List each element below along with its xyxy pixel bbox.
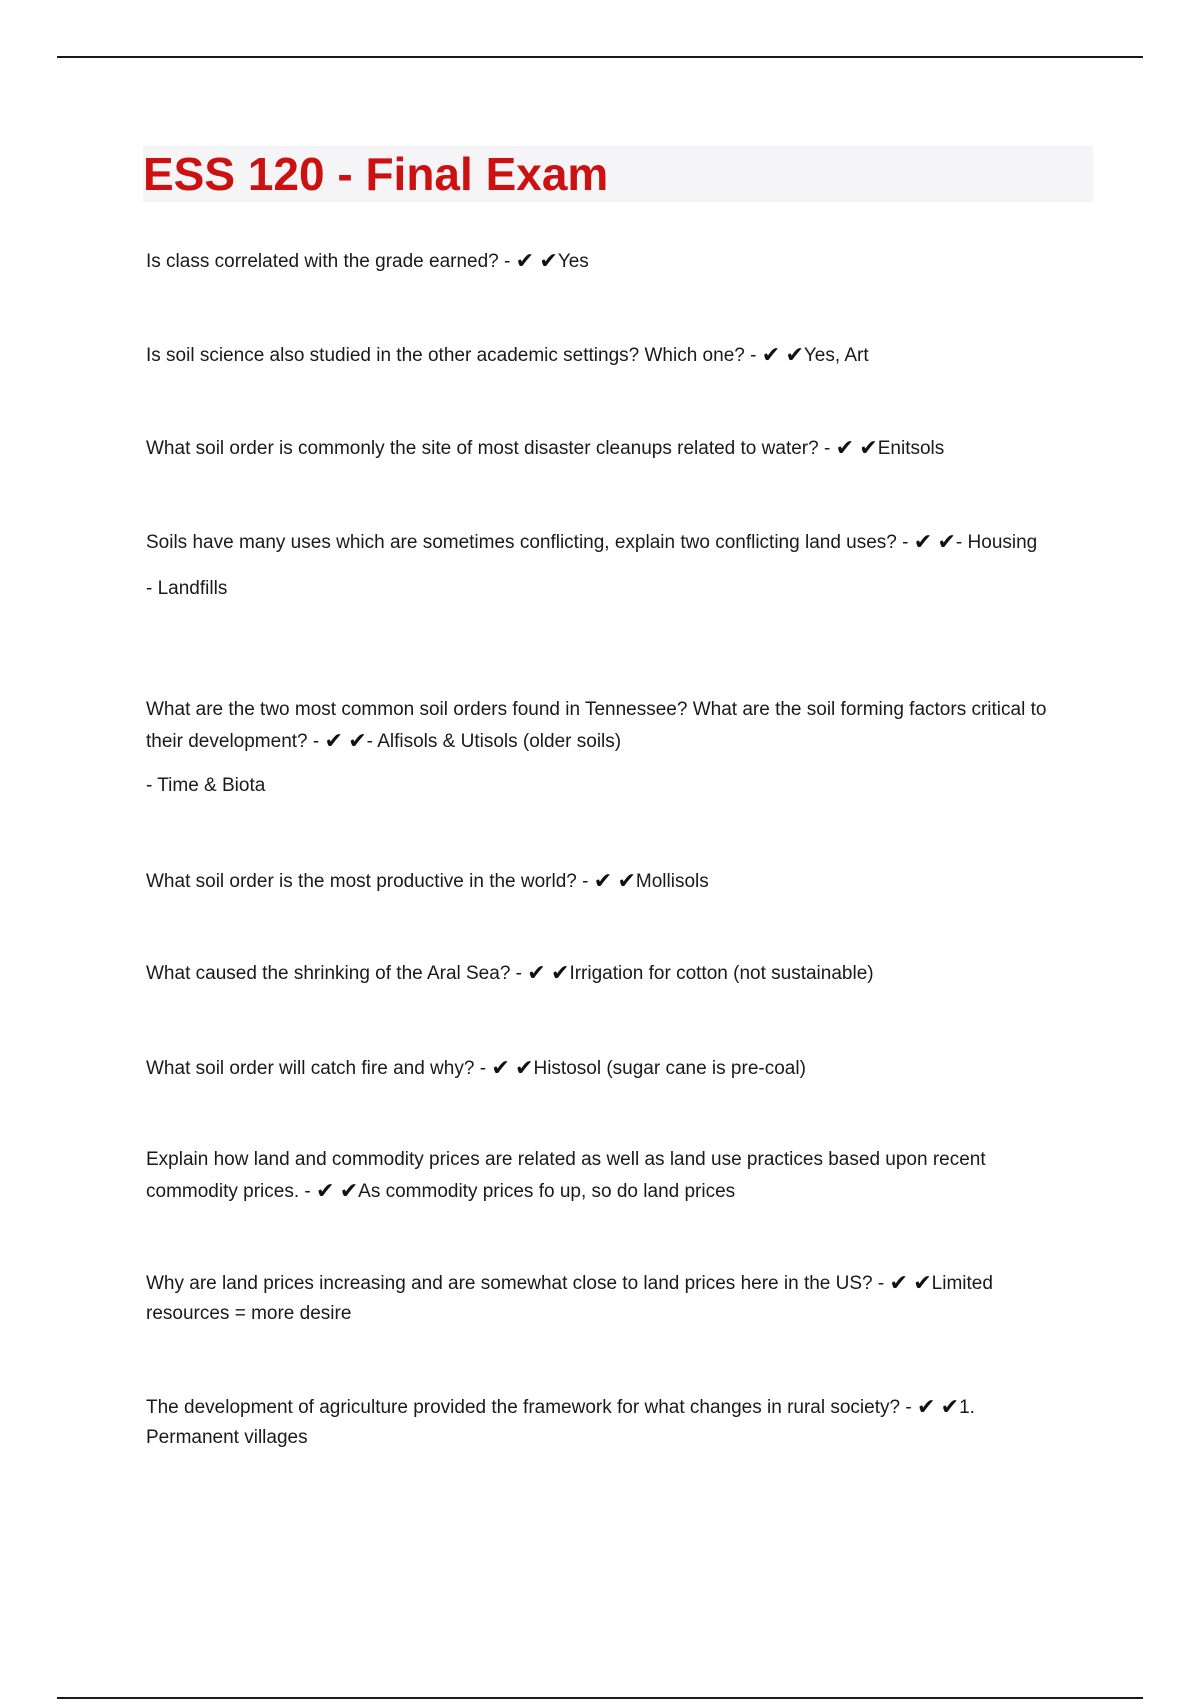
qa-text bbox=[146, 1053, 1066, 1085]
check-icon: ✔ bbox=[859, 436, 878, 461]
answer-text: Mollisols bbox=[635, 871, 709, 892]
qa-text bbox=[146, 433, 1066, 465]
check-icon: ✔ bbox=[339, 1179, 359, 1204]
answer-text: Yes, Art bbox=[803, 345, 869, 366]
check-icon: ✔ bbox=[889, 1271, 908, 1296]
qa-item bbox=[146, 866, 1066, 898]
separator: - bbox=[900, 1397, 917, 1418]
qa-item bbox=[146, 694, 1066, 802]
check-icon: ✔ bbox=[539, 249, 558, 274]
answer-text: - Alfisols & Utisols (older soils) bbox=[366, 731, 622, 752]
qa-text bbox=[146, 958, 1066, 990]
question-text: The development of agriculture provided the framework for what changes in rural society? bbox=[146, 1397, 901, 1418]
qa-item bbox=[146, 433, 1066, 465]
check-icon: ✔ bbox=[593, 869, 613, 894]
question-text: What caused the shrinking of the Aral Sea? bbox=[146, 963, 511, 984]
qa-item bbox=[146, 528, 1066, 603]
check-icon: ✔ bbox=[937, 530, 956, 555]
answer-text: Enitsols bbox=[877, 438, 945, 459]
check-icon: ✔ bbox=[916, 1395, 936, 1420]
separator: - bbox=[896, 532, 914, 553]
question-text: Is soil science also studied in the other academic settings? Which one? bbox=[146, 345, 745, 366]
question-text: What are the two most common soil orders found in Tennessee? What are the soil forming factors critical to their development? bbox=[146, 699, 1047, 752]
answer-continuation: - Landfills bbox=[146, 578, 228, 599]
qa-text bbox=[146, 1144, 1066, 1208]
question-text: Why are land prices increasing and are somewhat close to land prices here in the US? bbox=[146, 1273, 873, 1294]
separator: - bbox=[307, 731, 325, 752]
qa-text bbox=[146, 694, 1066, 758]
answer-text: Irrigation for cotton (not sustainable) bbox=[569, 963, 874, 984]
question-text: What soil order is commonly the site of most disaster cleanups related to water? bbox=[146, 438, 819, 459]
separator: - bbox=[474, 1058, 492, 1079]
qa-item bbox=[146, 1144, 1066, 1208]
qa-text bbox=[146, 866, 1066, 898]
qa-text bbox=[146, 1269, 1066, 1329]
check-icon: ✔ bbox=[324, 729, 343, 754]
question-text: What soil order will catch fire and why? bbox=[146, 1058, 475, 1079]
check-icon: ✔ bbox=[491, 1056, 510, 1081]
question-text: Explain how land and commodity prices are related as well as land use practices based upon recent commodity prices. bbox=[146, 1149, 986, 1202]
separator: - bbox=[744, 345, 762, 366]
check-icon: ✔ bbox=[515, 1056, 534, 1081]
separator: - bbox=[872, 1273, 890, 1294]
check-icon: ✔ bbox=[940, 1395, 960, 1420]
qa-item bbox=[146, 246, 1066, 278]
qa-item bbox=[146, 340, 1066, 372]
question-text: Soils have many uses which are sometimes conflicting, explain two conflicting land uses? bbox=[146, 532, 897, 553]
check-icon: ✔ bbox=[835, 436, 855, 461]
footer-rule bbox=[57, 1697, 1143, 1699]
qa-text bbox=[146, 1393, 1066, 1453]
check-icon: ✔ bbox=[617, 869, 636, 894]
check-icon: ✔ bbox=[316, 1179, 335, 1204]
qa-item bbox=[146, 1269, 1066, 1329]
answer-text: Yes bbox=[557, 251, 589, 272]
answer-text: Histosol (sugar cane is pre-coal) bbox=[533, 1058, 806, 1079]
qa-text bbox=[146, 528, 1066, 557]
page-title: ESS 120 - Final Exam bbox=[143, 148, 609, 200]
qa-item bbox=[146, 958, 1066, 990]
check-icon: ✔ bbox=[761, 343, 781, 368]
answer-text: - Housing bbox=[955, 532, 1038, 553]
check-icon: ✔ bbox=[551, 961, 570, 986]
question-text: What soil order is the most productive in the world? bbox=[146, 871, 577, 892]
separator: - bbox=[818, 438, 836, 459]
check-icon: ✔ bbox=[913, 530, 933, 555]
separator: - bbox=[510, 963, 528, 984]
question-text: Is class correlated with the grade earned? bbox=[146, 251, 499, 272]
answer-text: Limited resources = more desire bbox=[146, 1273, 993, 1324]
answer-text: 1. Permanent villages bbox=[146, 1397, 975, 1448]
check-icon: ✔ bbox=[348, 729, 367, 754]
separator: - bbox=[576, 871, 594, 892]
separator: - bbox=[498, 251, 516, 272]
check-icon: ✔ bbox=[913, 1271, 932, 1296]
qa-item bbox=[146, 1393, 1066, 1453]
check-icon: ✔ bbox=[527, 961, 546, 986]
qa-text bbox=[146, 340, 1066, 372]
answer-text: As commodity prices fo up, so do land prices bbox=[358, 1181, 736, 1202]
answer-continuation: - Time & Biota bbox=[146, 775, 266, 796]
separator: - bbox=[299, 1181, 316, 1202]
qa-item bbox=[146, 1053, 1066, 1085]
qa-text bbox=[146, 246, 1066, 278]
check-icon: ✔ bbox=[785, 343, 804, 368]
check-icon: ✔ bbox=[515, 249, 535, 274]
header-rule bbox=[57, 56, 1143, 58]
